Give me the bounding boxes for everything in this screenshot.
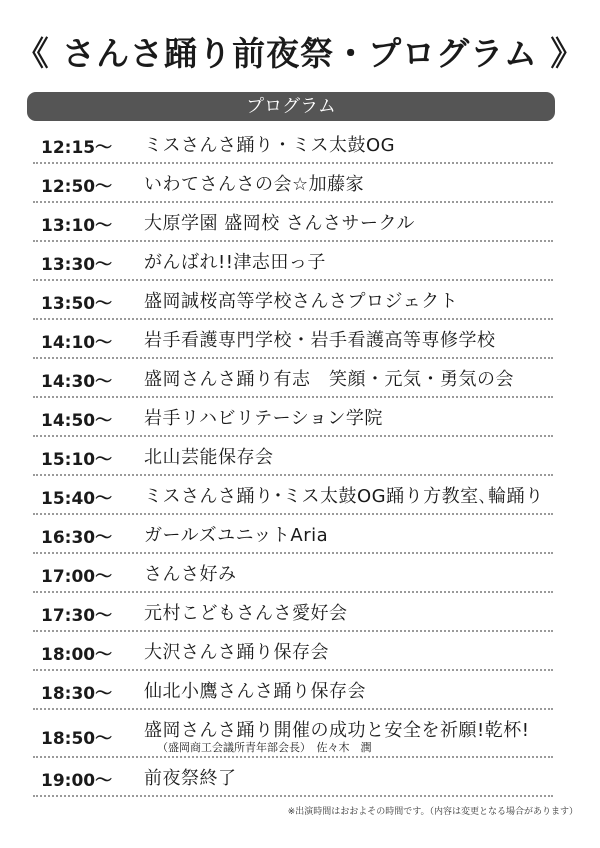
program-event: いわてさんさの会☆加藤家 [144,174,365,195]
program-row [33,398,553,437]
program-row [33,320,553,359]
footnote: ※出演時間はおおよその時間です。（内容は変更となる場合があります） [287,807,578,817]
program-row [33,164,553,203]
program-time: 17:00～ [41,567,113,587]
program-time: 18:50～ [41,729,113,749]
program-header: プログラム [27,92,555,121]
program-time: 19:00～ [41,771,113,791]
program-event: がんばれ!!津志田っ子 [144,252,326,273]
program-time: 17:30～ [41,606,113,626]
program-event: 大原学園 盛岡校 さんさサークル [144,213,415,234]
program-time: 18:30～ [41,684,113,704]
program-event: 盛岡さんさ踊り有志 笑顔・元気・勇気の会 [144,369,514,390]
program-time: 13:50～ [41,294,113,314]
program-time: 14:10～ [41,333,113,353]
program-event: 岩手看護専門学校・岩手看護高等専修学校 [144,330,496,351]
program-time: 12:15～ [41,138,113,158]
program-event: 盛岡誠桜高等学校さんさプロジェクト [144,291,459,312]
program-row [33,758,553,797]
program-event: ミスさんさ踊り･ミス太鼓OG踊り方教室､輪踊り [144,486,544,507]
program-time: 15:10～ [41,450,113,470]
program-time: 16:30～ [41,528,113,548]
program-event: 元村こどもさんさ愛好会 [144,603,348,624]
program-row [33,242,553,281]
program-time: 12:50～ [41,177,113,197]
program-row [33,632,553,671]
program-event: ミスさんさ踊り・ミス太鼓OG [144,135,396,156]
program-row [33,710,553,758]
program-event-note: （盛岡商工会議所青年部会長） 佐々木 潤 [157,741,372,754]
program-row [33,476,553,515]
program-row [33,359,553,398]
program-row [33,437,553,476]
program-time: 18:00～ [41,645,113,665]
program-time: 13:10～ [41,216,113,236]
program-row [33,593,553,632]
program-row [33,671,553,710]
program-row [33,554,553,593]
program-event: 盛岡さんさ踊り開催の成功と安全を祈願!乾杯! [144,720,530,741]
program-time: 14:50～ [41,411,113,431]
program-time: 15:40～ [41,489,113,509]
program-row [33,125,553,164]
program-row [33,515,553,554]
program-event: ガールズユニットAria [144,525,329,546]
program-event: さんさ好み [144,564,237,585]
program-event: 北山芸能保存会 [144,447,274,468]
program-event: 岩手リハビリテーション学院 [144,408,383,429]
program-time: 14:30～ [41,372,113,392]
program-event: 仙北小鷹さんさ踊り保存会 [144,681,366,702]
program-event: 大沢さんさ踊り保存会 [144,642,329,663]
program-time: 13:30～ [41,255,113,275]
program-list [33,125,553,797]
page-title: 《 さんさ踊り前夜祭・プログラム 》 [15,34,585,73]
program-row [33,203,553,242]
program-row [33,281,553,320]
program-event: 前夜祭終了 [144,768,237,789]
